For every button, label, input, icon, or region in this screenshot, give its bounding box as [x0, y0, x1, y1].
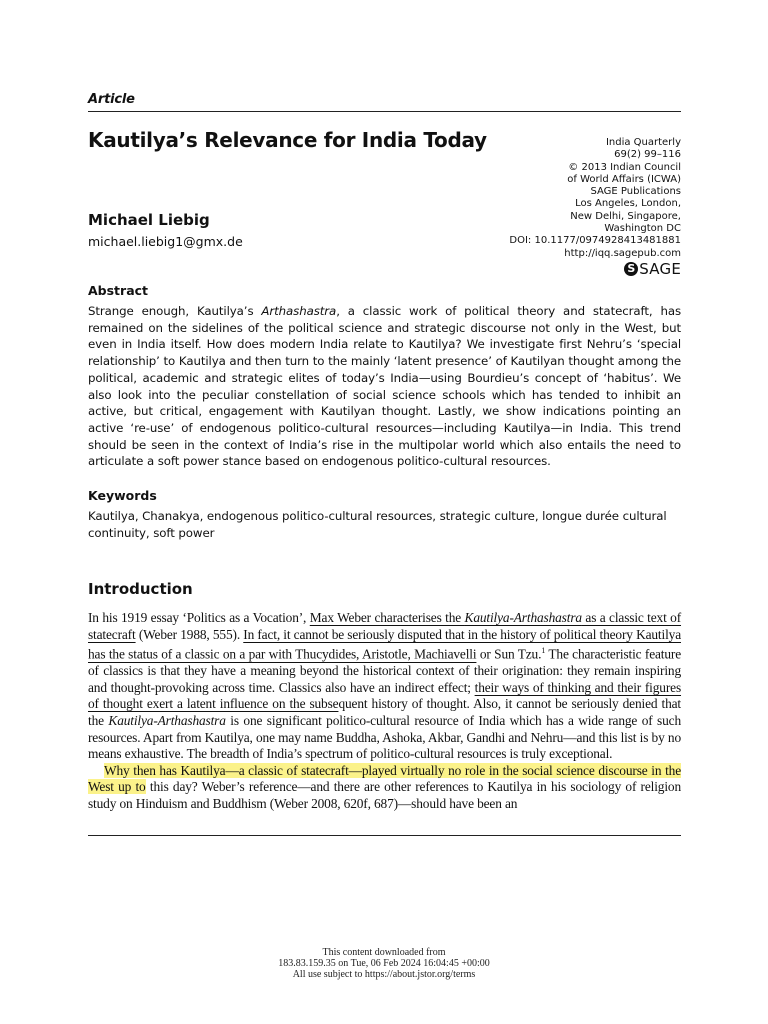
abstract-text: Strange enough, Kautilya’s Arthashastra, a classic work of political theory and statecraft, has remained on the sidelines of the political science and strategic discourse not only in the West, but even in India itself. How does modern India relate to Kautilya? We investigate first Nehru’s ‘special relationship’ to Kautilya and then turn to the mainly ‘latent presence’ of Kautilyan thought among the political, academic and strategic elites of today’s India—using Bourdieu’s concept of ‘habitus’. We also look into the peculiar constellation of social science schools which has tended to inhibit an active, but critical, engagement with Kautilyan thought. Lastly, we show indications pointing an active ‘re-use’ of endogenous politico-cultural resources—including Kautilya—in India. This trend should be seen in the context of India’s rise in the multipolar world which also entails the need to articulate a soft power stance based on endogenous politico-cultural resources.	[88, 304, 681, 469]
footer-line: This content downloaded from	[322, 947, 446, 958]
keywords-text: Kautilya, Chanakya, endogenous politico-cultural resources, strategic culture, longue durée cultural continuity, soft power	[88, 509, 667, 540]
header-rule	[88, 111, 681, 112]
footer-line: 183.83.159.35 on Tue, 06 Feb 2024 16:04:45 +00:00	[278, 958, 490, 969]
introduction-heading: Introduction	[88, 580, 193, 598]
sage-logo-icon: S	[624, 262, 638, 276]
author-email[interactable]: michael.liebig1@gmx.de	[88, 234, 243, 249]
journal-meta	[451, 137, 681, 276]
sage-logo-text: SAGE	[639, 259, 681, 278]
journal-url[interactable]: http://iqq.sagepub.com	[564, 247, 681, 259]
paragraph: Why then has Kautilya—a classic of statecraft—played virtually no role in the social science discourse in the West up to this day? Weber’s reference—and there are other references to Kautilya in his sociology of religion study on Hinduism and Buddhism (Weber 2008, 620f, 687)—should have been an	[88, 762, 681, 811]
journal-volume: 69(2) 99–116	[614, 149, 681, 161]
publisher-cities-2: New Delhi, Singapore,	[570, 210, 681, 222]
paragraph: In his 1919 essay ‘Politics as a Vocation’, Max Weber characterises the Kautilya-Arthashastra as a classic text of statecraft (Weber 1988, 555). In fact, it cannot be seriously disputed that in the history of political theory Kautilya has the status of a classic on a par with Thucydides, Aristotle, Machiavelli or Sun Tzu.$^1$ The characteristic feature of classics is that they have a meaning beyond the historical context of their origination: they remain inspiring and thought-provoking across time. Classics also have an indirect effect; their ways of thinking and their figures of thought exert a latent influence on the subsequent history of thought. Also, it cannot be seriously denied that the Kautilya-Arthashastra is one significant politico-cultural resource of India which has a wide range of such resources. Apart from Kautilya, one may name Buddha, Ashoka, Akbar, Gandhi and Nehru—and this list is by no means exhaustive. The breadth of India’s spectrum of politico-cultural resources is truly exceptional.	[88, 610, 682, 762]
publisher-cities-1: Los Angeles, London,	[575, 198, 681, 210]
sage-logo	[451, 259, 681, 278]
keywords-heading: Keywords	[88, 488, 157, 503]
highlighted-text: Why then has Kautilya—a classic of statecraft—played virtually no role in the social science discourse in the West up to	[88, 762, 681, 795]
abstract-heading: Abstract	[88, 283, 149, 298]
introduction-body	[88, 610, 681, 813]
download-footer	[0, 947, 768, 980]
doi[interactable]: DOI: 10.1177/0974928413481881	[509, 235, 681, 247]
journal-name: India Quarterly	[605, 137, 681, 148]
copyright-line: © 2013 Indian Council	[568, 161, 681, 173]
author-name: Michael Liebig	[88, 211, 210, 229]
footer-line[interactable]: All use subject to https://about.jstor.org/terms	[292, 969, 476, 980]
publisher-cities-3: Washington DC	[604, 223, 681, 235]
footnote-ref[interactable]: 1	[541, 646, 546, 656]
publisher: SAGE Publications	[590, 186, 681, 198]
page-bottom-rule	[88, 835, 681, 836]
article-title: Kautilya’s Relevance for India Today	[88, 128, 487, 152]
copyright-holder: of World Affairs (ICWA)	[567, 173, 681, 185]
article-type-label: Article	[88, 92, 135, 107]
